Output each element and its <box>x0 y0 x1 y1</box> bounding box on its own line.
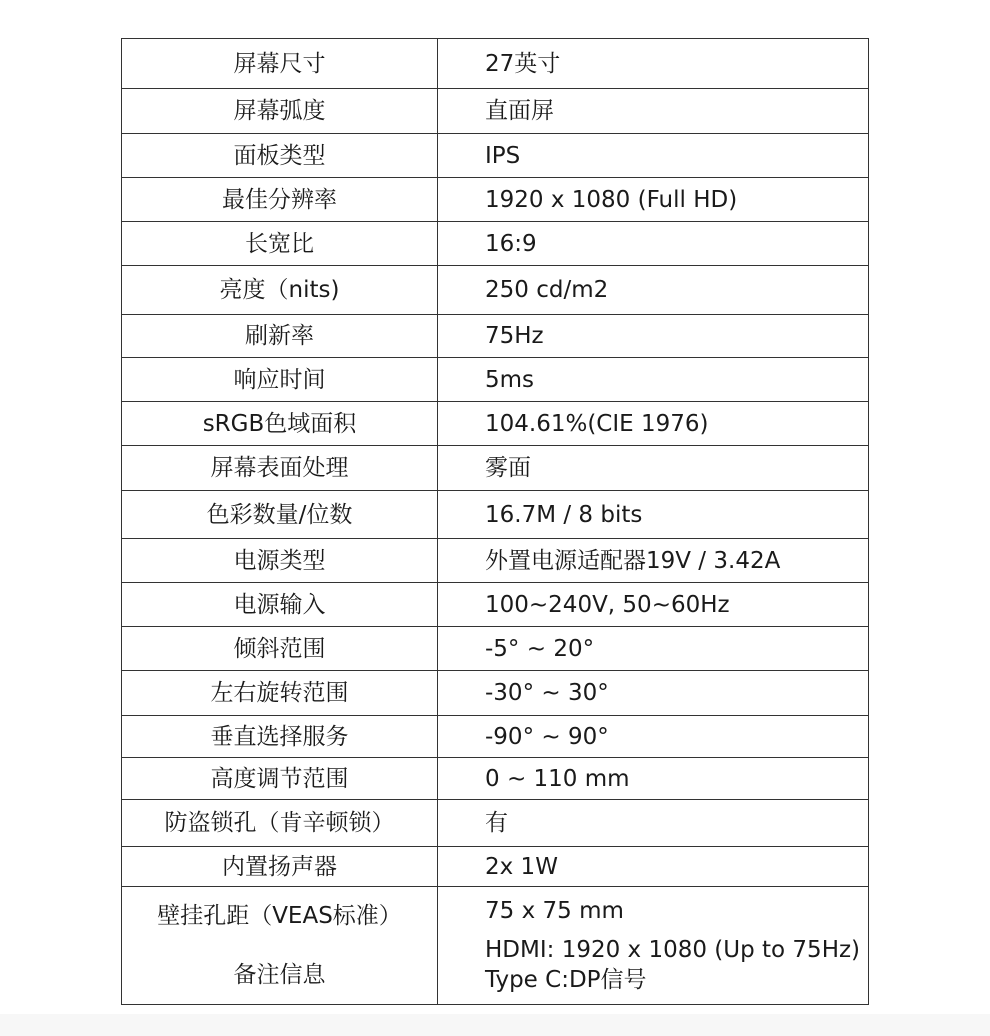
table-row <box>122 222 869 266</box>
spec-label-cell: 屏幕尺寸 <box>122 39 438 89</box>
table-row <box>122 583 869 627</box>
table-row-merged <box>122 887 869 1005</box>
spec-value-cell: 2x 1W <box>438 847 869 887</box>
spec-value-cell: 100~240V, 50~60Hz <box>438 583 869 627</box>
spec-value-cell: 104.61%(CIE 1976) <box>438 402 869 446</box>
table-row <box>122 800 869 847</box>
spec-label-cell: 高度调节范围 <box>122 758 438 800</box>
spec-value-cell: 16:9 <box>438 222 869 266</box>
spec-table-merged-section <box>122 887 869 1005</box>
spec-value-cell: 雾面 <box>438 446 869 491</box>
table-row <box>122 539 869 583</box>
table-row <box>122 402 869 446</box>
spec-value-cell: 75Hz <box>438 315 869 358</box>
spec-label-cell: 倾斜范围 <box>122 627 438 671</box>
value-notes-line1: HDMI: 1920 x 1080 (Up to 75Hz) <box>485 936 861 963</box>
spec-value-cell: -5° ~ 20° <box>438 627 869 671</box>
spec-value-cell: 16.7M / 8 bits <box>438 491 869 539</box>
spec-value-cell: 0 ~ 110 mm <box>438 758 869 800</box>
spec-value-cell: 直面屏 <box>438 89 869 134</box>
spec-label-cell: 防盗锁孔（肯辛顿锁） <box>122 800 438 847</box>
table-row <box>122 134 869 178</box>
spec-value-cell: -30° ~ 30° <box>438 671 869 716</box>
table-row <box>122 266 869 315</box>
spec-label-cell: 电源输入 <box>122 583 438 627</box>
spec-value-cell: 1920 x 1080 (Full HD) <box>438 178 869 222</box>
table-row <box>122 847 869 887</box>
table-row <box>122 716 869 758</box>
table-row <box>122 627 869 671</box>
spec-label-cell: 响应时间 <box>122 358 438 402</box>
spec-label-cell: 刷新率 <box>122 315 438 358</box>
spec-label-cell: 垂直选择服务 <box>122 716 438 758</box>
table-row <box>122 671 869 716</box>
label-vesa: 壁挂孔距（VEAS标准） <box>157 903 402 930</box>
table-row <box>122 491 869 539</box>
table-row <box>122 39 869 89</box>
spec-label-cell: sRGB色域面积 <box>122 402 438 446</box>
spec-value-cell: 27英寸 <box>438 39 869 89</box>
spec-table-body <box>122 39 869 887</box>
table-row <box>122 358 869 402</box>
table-row <box>122 758 869 800</box>
spec-label-cell: 电源类型 <box>122 539 438 583</box>
spec-value-cell: 外置电源适配器19V / 3.42A <box>438 539 869 583</box>
table-row <box>122 178 869 222</box>
spec-label-cell: 面板类型 <box>122 134 438 178</box>
table-row <box>122 446 869 491</box>
merged-value-cell <box>438 887 869 1005</box>
spec-label-cell: 亮度（nits) <box>122 266 438 315</box>
notes-block <box>485 935 868 995</box>
spec-label-cell: 内置扬声器 <box>122 847 438 887</box>
value-notes-line2: Type C:DP信号 <box>485 966 647 993</box>
spec-label-cell: 最佳分辨率 <box>122 178 438 222</box>
spec-label-cell: 色彩数量/位数 <box>122 491 438 539</box>
value-vesa: 75 x 75 mm <box>485 897 624 924</box>
table-row <box>122 315 869 358</box>
spec-value-cell: IPS <box>438 134 869 178</box>
spec-value-cell: 5ms <box>438 358 869 402</box>
spec-label-cell: 长宽比 <box>122 222 438 266</box>
bottom-background-band <box>0 1014 990 1036</box>
spec-table <box>121 38 869 1005</box>
table-row <box>122 89 869 134</box>
label-notes: 备注信息 <box>233 961 326 988</box>
spec-label-cell: 左右旋转范围 <box>122 671 438 716</box>
spec-label-cell: 屏幕表面处理 <box>122 446 438 491</box>
spec-value-cell: -90° ~ 90° <box>438 716 869 758</box>
spec-value-cell: 有 <box>438 800 869 847</box>
spec-value-cell: 250 cd/m2 <box>438 266 869 315</box>
merged-label-cell <box>122 887 438 1005</box>
spec-label-cell: 屏幕弧度 <box>122 89 438 134</box>
